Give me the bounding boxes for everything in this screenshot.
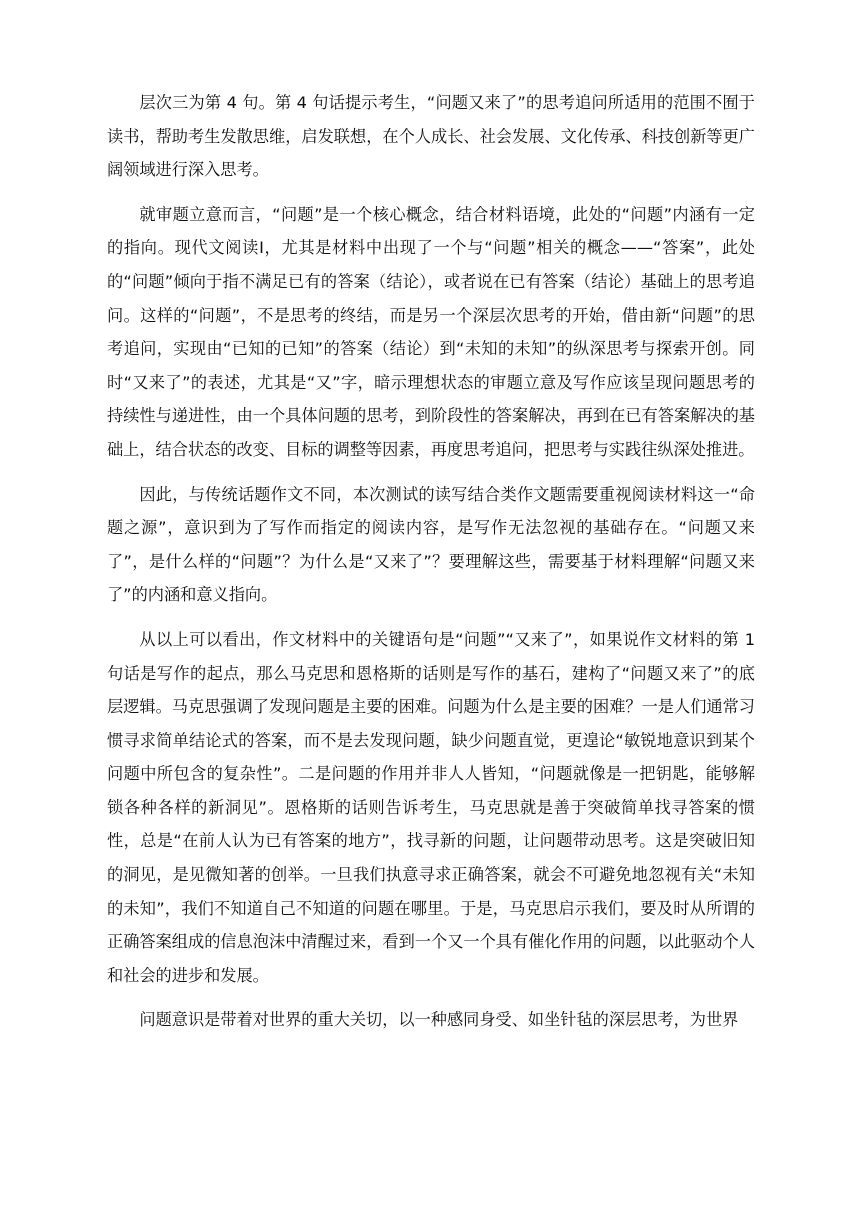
paragraph-key-sentences: 从以上可以看出，作文材料中的关键语句是“问题”“又来了”，如果说作文材料的第 1 句话是写作的起点，那么马克思和恩格斯的话则是写作的基石，建构了“问题又来了”的底层逻辑。马克思强调了发现问题是主要的困难。问题为什么是主要的困难？一是人们通常习惯寻求简单结论式的答案，而不是去发现问题，缺少问题直觉，更遑论“敏锐地意识到某个问题中所包含的复杂性”。二是问题的作用并非人人皆知，“问题就像是一把钥匙，能够解锁各种各样的新洞见”。恩格斯的话则告诉考生，马克思就是善于突破简单找寻答案的惯性，总是“在前人认为已有答案的地方”，找寻新的问题，让问题带动思考。这是突破旧知的洞见，是见微知著的创举。一旦我们执意寻求正确答案，就会不可避免地忽视有关“未知的未知”，我们不知道自己不知道的问题在哪里。于是，马克思启示我们，要及时从所谓的正确答案组成的信息泡沫中清醒过来，看到一个又一个具有催化作用的问题，以此驱动个人和社会的进步和发展。 — [107, 629, 755, 985]
paragraph-topic-analysis: 就审题立意而言，“问题”是一个核心概念，结合材料语境，此处的“问题”内涵有一定的指向。现代文阅读Ⅰ，尤其是材料中出现了一个与“问题”相关的概念——“答案”，此处的“问题”倾向于指不满足已有的答案（结论），或者说在已有答案（结论）基础上的思考追问。这样的“问题”，不是思考的终结，而是另一个深层次思考的开始，借由新“问题”的思考追问，实现由“已知的已知”的答案（结论）到“未知的未知”的纵深思考与探索开创。同时“又来了”的表述，尤其是“又”字，暗示理想状态的审题立意及写作应该呈现问题思考的持续性与递进性，由一个具体问题的思考，到阶段性的答案解决，再到在已有答案解决的基础上，结合状态的改变、目标的调整等因素，再度思考追问，把思考与实践往纵深处推进。 — [107, 204, 755, 459]
paragraph-level-three: 层次三为第 4 句。第 4 句话提示考生，“问题又来了”的思考追问所适用的范围不囿于读书，帮助考生发散思维，启发联想，在个人成长、社会发展、文化传承、科技创新等更广阔领域进行深入思考。 — [107, 93, 755, 180]
paragraph-problem-awareness: 问题意识是带着对世界的重大关切，以一种感同身受、如坐针毡的深层思考，为世界 — [139, 1010, 739, 1030]
document-body — [107, 86, 755, 1048]
paragraph-reading-material: 因此，与传统话题作文不同，本次测试的读写结合类作文题需要重视阅读材料这一“命题之源”，意识到为了写作而指定的阅读内容，是写作无法忽视的基础存在。“问题又来了”，是什么样的“问题”？为什么是“又来了”？要理解这些，需要基于材料理解“问题又来了”的内涵和意义指向。 — [107, 484, 755, 605]
